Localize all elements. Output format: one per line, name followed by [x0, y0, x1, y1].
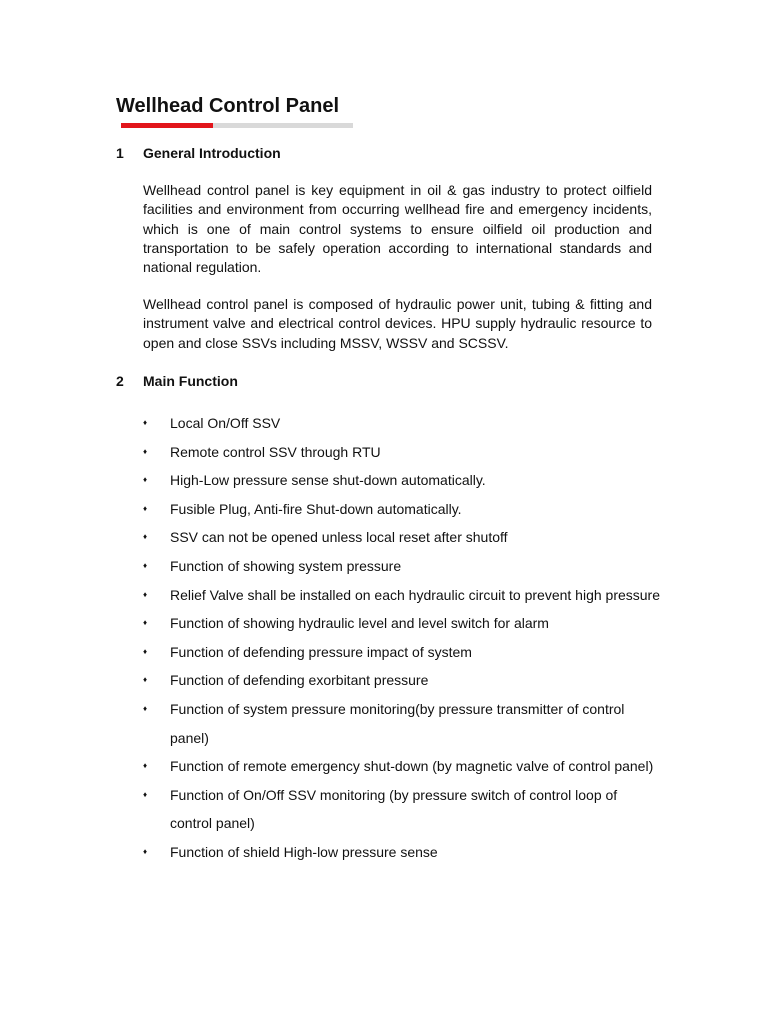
list-item-text: Function of showing system pressure: [170, 557, 402, 574]
list-item-text: Function of defending pressure impact of system: [170, 643, 472, 660]
bullet-icon: ♦: [143, 503, 148, 513]
list-item: [143, 581, 663, 610]
list-item: [143, 609, 663, 638]
title-underline-muted: [213, 123, 353, 128]
section-number: 1: [116, 145, 124, 161]
list-item-text: Function of shield High-low pressure sense: [170, 843, 438, 860]
section-title: General Introduction: [143, 145, 281, 161]
list-item: [143, 409, 663, 438]
list-item: [143, 752, 663, 781]
list-item-text: Function of remote emergency shut-down (by magnetic valve of control panel): [170, 758, 654, 775]
list-item-text: Local On/Off SSV: [170, 415, 281, 431]
list-item-text: SSV can not be opened unless local reset after shutoff: [170, 529, 508, 546]
list-item: [143, 638, 663, 667]
bullet-icon: ♦: [143, 418, 148, 427]
list-item-text: Function of showing hydraulic level and level switch for alarm: [170, 615, 549, 632]
list-item-text: High-Low pressure sense shut-down automatically.: [170, 472, 486, 489]
list-item-text: Fusible Plug, Anti-fire Shut-down automatically.: [170, 500, 462, 517]
bullet-icon: ♦: [143, 532, 148, 542]
list-item: [143, 838, 663, 867]
bullet-icon: ♦: [143, 589, 148, 599]
title-underline: [121, 123, 353, 128]
list-item: [143, 495, 663, 524]
bullet-icon: ♦: [143, 475, 148, 485]
title-underline-accent: [121, 123, 213, 128]
list-item-text: Remote control SSV through RTU: [170, 443, 381, 460]
bullet-icon: ♦: [143, 560, 148, 570]
main-function-list: [143, 409, 663, 867]
list-item: [143, 466, 663, 495]
section-number: 2: [116, 373, 124, 389]
list-item-text: Relief Valve shall be installed on each hydraulic circuit to prevent high pressure: [170, 586, 661, 603]
section-title: Main Function: [143, 373, 238, 389]
list-item-text: Function of defending exorbitant pressure: [170, 672, 429, 689]
bullet-icon: ♦: [143, 646, 148, 656]
intro-paragraph-2: Wellhead control panel is composed of hydraulic power unit, tubing & fitting and instrument valve and electrical control devices. HPU supply hydraulic resource to open and close SSVs including MSSV, WSSV and SCSSV.: [143, 296, 652, 351]
bullet-icon: ♦: [143, 618, 148, 628]
document-title: Wellhead Control Panel: [116, 95, 339, 117]
intro-paragraph-1: Wellhead control panel is key equipment in oil & gas industry to protect oilfield facilities and environment from occurring wellhead fire and emergency incidents, which is one of main control systems to ensure oilfield oil production and transportation to be safely operation according to international standards and national regulation.: [143, 182, 652, 276]
list-item: [143, 438, 663, 467]
bullet-icon: ♦: [143, 761, 148, 771]
bullet-icon: ♦: [143, 789, 148, 799]
list-item-text: Function of system pressure monitoring(by pressure transmitter of control panel): [170, 700, 625, 746]
bullet-icon: ♦: [143, 703, 148, 713]
bullet-icon: ♦: [143, 675, 148, 685]
list-item: [143, 523, 663, 552]
list-item: [143, 781, 663, 838]
bullet-icon: ♦: [143, 846, 148, 856]
list-item: [143, 666, 663, 695]
bullet-icon: ♦: [143, 446, 148, 456]
list-item: [143, 695, 663, 752]
list-item-text: Function of On/Off SSV monitoring (by pressure switch of control loop of control panel): [170, 786, 618, 832]
list-item: [143, 552, 663, 581]
